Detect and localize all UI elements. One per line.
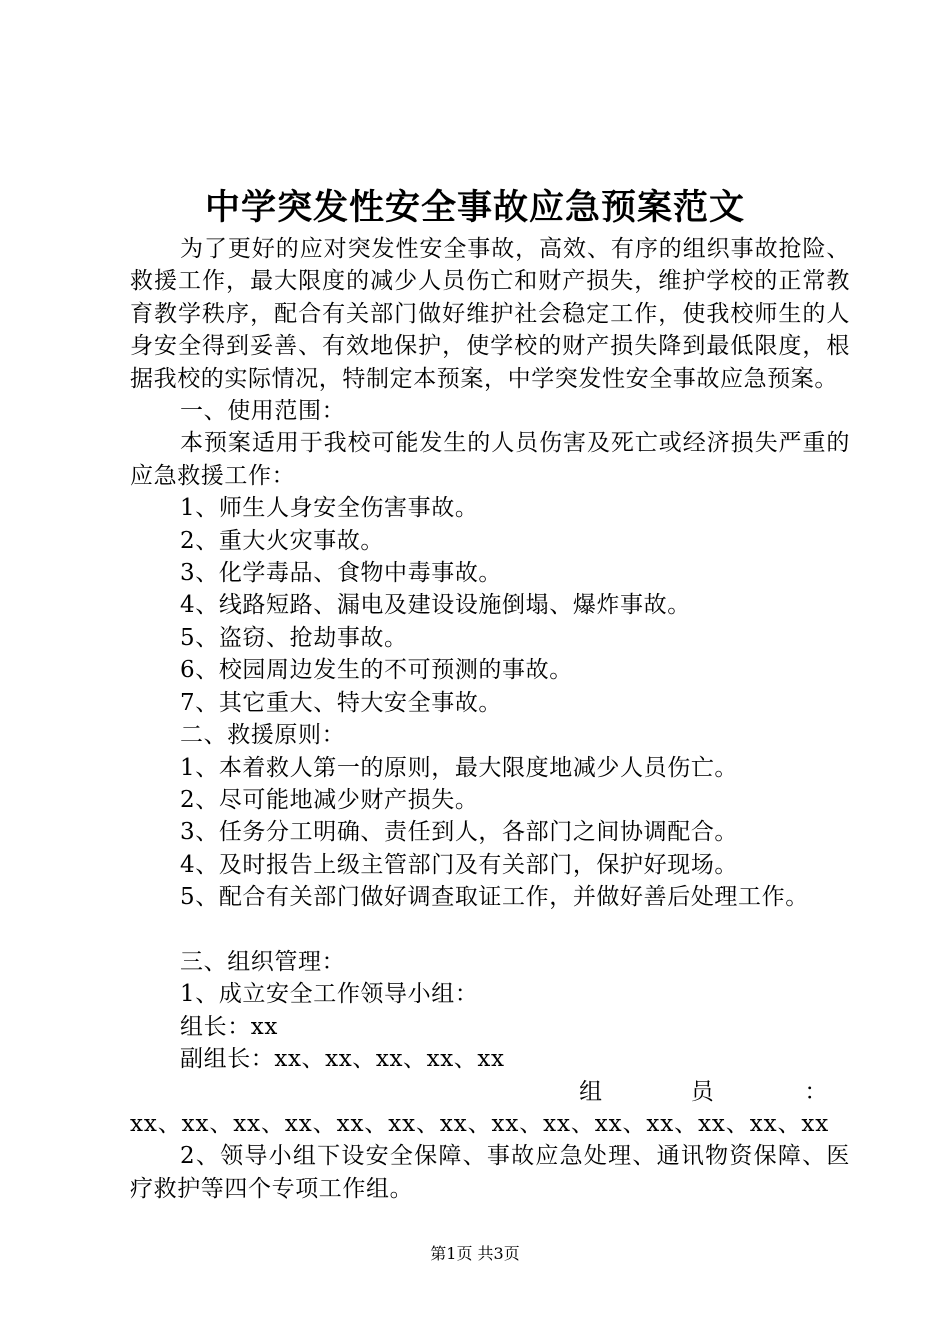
list-item: 1、师生人身安全伤害事故。 bbox=[180, 495, 479, 522]
list-item: 3、化学毒品、食物中毒事故。 bbox=[180, 560, 503, 587]
list-item: 3、任务分工明确、责任到人，各部门之间协调配合。 bbox=[180, 819, 739, 846]
list-item: 2、尽可能地减少财产损失。 bbox=[180, 786, 479, 813]
section-heading-principles: 二、救援原则： bbox=[180, 722, 346, 749]
list-item: 4、线路短路、漏电及建设设施倒塌、爆炸事故。 bbox=[180, 592, 691, 619]
list-item: 1、本着救人第一的原则，最大限度地减少人员伤亡。 bbox=[180, 754, 739, 781]
document-body bbox=[130, 233, 850, 1205]
list-item: 6、校园周边发生的不可预测的事故。 bbox=[180, 657, 573, 684]
members-list: xx、xx、xx、xx、xx、xx、xx、xx、xx、xx、xx、xx、xx、xx bbox=[130, 1110, 830, 1137]
list-item: 5、盗窃、抢劫事故。 bbox=[180, 624, 408, 651]
members-label-char: 员 bbox=[690, 1078, 715, 1105]
list-item: 2、重大火灾事故。 bbox=[180, 527, 385, 554]
page-number: 第1页 共3页 bbox=[430, 1244, 520, 1263]
list-item: 5、配合有关部门做好调查取证工作，并做好善后处理工作。 bbox=[180, 884, 809, 911]
members-label-char: ： bbox=[804, 1078, 828, 1105]
section-heading-scope: 一、使用范围： bbox=[180, 398, 346, 425]
members-label bbox=[130, 1076, 850, 1108]
list-item: 7、其它重大、特大安全事故。 bbox=[180, 689, 503, 716]
org-item-1: 1、成立安全工作领导小组： bbox=[180, 981, 479, 1008]
org-item-2: 2、领导小组下设安全保障、事故应急处理、通讯物资保障、医疗救护等四个专项工作组。 bbox=[130, 1143, 850, 1202]
scope-description: 本预案适用于我校可能发生的人员伤害及死亡或经济损失严重的应急救援工作： bbox=[130, 430, 850, 489]
list-item: 4、及时报告上级主管部门及有关部门，保护好现场。 bbox=[180, 851, 739, 878]
intro-paragraph: 为了更好的应对突发性安全事故，高效、有序的组织事故抢险、救援工作，最大限度的减少人员伤亡和财产损失，维护学校的正常教育教学秩序，配合有关部门做好维护社会稳定工作，使我校师生的人身安全得到妥善、有效地保护，使学校的财产损失降到最低限度，根据我校的实际情况，特制定本预案，中学突发性安全事故应急预案。 bbox=[130, 236, 850, 392]
section-heading-organization: 三、组织管理： bbox=[180, 948, 346, 975]
document-title: 中学突发性安全事故应急预案范文 bbox=[204, 187, 745, 228]
members-label-char: 组 bbox=[579, 1078, 603, 1105]
group-leader: 组长：xx bbox=[180, 1013, 278, 1040]
deputy-leaders: 副组长：xx、xx、xx、xx、xx bbox=[180, 1046, 505, 1073]
blank-line bbox=[130, 914, 850, 946]
